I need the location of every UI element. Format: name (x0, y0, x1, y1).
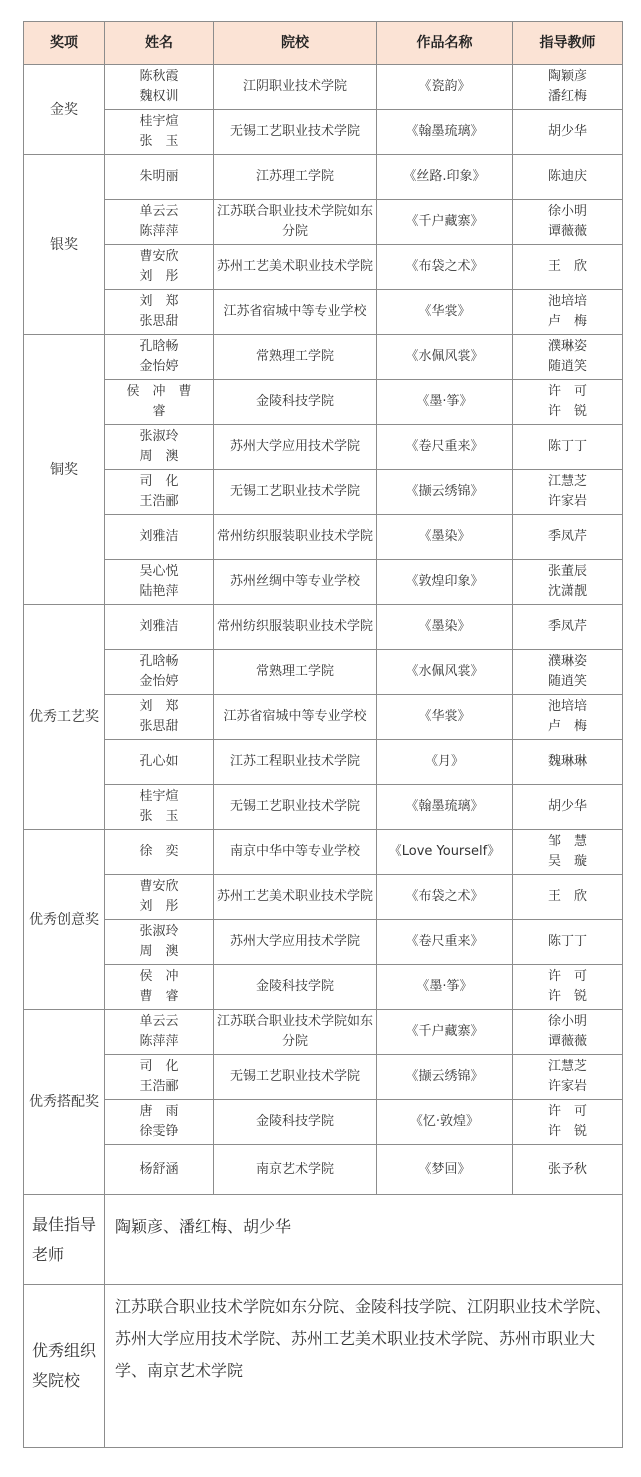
school-cell: 江苏省宿城中等专业学校 (214, 695, 377, 740)
table-row (24, 245, 623, 290)
names-cell-line: 陈秋霞 (139, 69, 179, 84)
work-cell: 《忆·敦煌》 (377, 1100, 513, 1145)
best-org-value: 江苏联合职业技术学院如东分院、金陵科技学院、江阴职业技术学院、苏州大学应用技术学院、苏州工艺美术职业技术学院、苏州市职业大学、南京艺术学院 (105, 1285, 623, 1448)
award-cell: 银奖 (24, 155, 105, 335)
teacher-cell-line: 许 锐 (547, 989, 587, 1004)
names-cell-line: 桂宇煊 (139, 114, 179, 129)
teacher-cell-line: 许 锐 (547, 404, 587, 419)
names-cell (105, 605, 214, 650)
school-cell: 南京中华中等专业学校 (214, 830, 377, 875)
award-cell: 优秀工艺奖 (24, 605, 105, 830)
work-cell: 《布袋之术》 (377, 875, 513, 920)
school-cell: 金陵科技学院 (214, 380, 377, 425)
work-cell: 《墨·筝》 (377, 380, 513, 425)
names-cell (105, 650, 214, 695)
teacher-cell-line: 陈丁丁 (547, 439, 587, 454)
teacher-cell (513, 740, 623, 785)
teacher-cell (513, 470, 623, 515)
teacher-cell-line: 许 可 (547, 969, 587, 984)
table-row (24, 560, 623, 605)
names-cell (105, 1010, 214, 1055)
teacher-cell (513, 605, 623, 650)
work-cell: 《卷尺重来》 (377, 920, 513, 965)
award-cell: 金奖 (24, 65, 105, 155)
award-cell: 优秀搭配奖 (24, 1010, 105, 1195)
teacher-cell-line: 陈丁丁 (547, 934, 587, 949)
table-row (24, 650, 623, 695)
teacher-cell-line: 许 可 (547, 384, 587, 399)
best-teacher-value: 陶颖彦、潘红梅、胡少华 (105, 1195, 623, 1285)
work-cell: 《撷云绣锦》 (377, 1055, 513, 1100)
school-cell: 无锡工艺职业技术学院 (214, 110, 377, 155)
table-row (24, 830, 623, 875)
names-cell-line: 周 澳 (139, 449, 179, 464)
work-cell: 《梦回》 (377, 1145, 513, 1195)
school-cell: 金陵科技学院 (214, 1100, 377, 1145)
names-cell-line: 侯 冲 (139, 969, 179, 984)
names-cell-line: 刘 彤 (139, 269, 179, 284)
names-cell-line: 唐 雨 (139, 1104, 179, 1119)
names-cell (105, 875, 214, 920)
work-cell: 《墨·筝》 (377, 965, 513, 1010)
school-cell: 金陵科技学院 (214, 965, 377, 1010)
table-row (24, 695, 623, 740)
teacher-cell-line: 王 欣 (547, 259, 587, 274)
names-cell-line: 杨舒涵 (139, 1161, 179, 1177)
names-cell-line: 徐 奕 (139, 844, 179, 859)
table-row (24, 965, 623, 1010)
teacher-cell (513, 155, 623, 200)
names-cell-line: 刘 郑 (139, 294, 179, 309)
header-work: 作品名称 (377, 22, 513, 65)
names-cell-line: 朱明丽 (139, 169, 179, 184)
names-cell (105, 965, 214, 1010)
work-cell: 《墨染》 (377, 515, 513, 560)
teacher-cell-line: 随逍笑 (547, 674, 587, 689)
table-row (24, 200, 623, 245)
teacher-cell (513, 785, 623, 830)
teacher-cell-line: 陈迪庆 (547, 169, 587, 184)
names-cell (105, 470, 214, 515)
school-cell: 苏州大学应用技术学院 (214, 920, 377, 965)
teacher-cell (513, 335, 623, 380)
names-cell (105, 425, 214, 470)
work-cell: 《瓷韵》 (377, 65, 513, 110)
school-cell: 苏州工艺美术职业技术学院 (214, 245, 377, 290)
teacher-cell (513, 830, 623, 875)
work-cell: 《布袋之术》 (377, 245, 513, 290)
names-cell-line: 曹安欣 (139, 249, 179, 264)
names-cell (105, 1055, 214, 1100)
work-cell: 《墨染》 (377, 605, 513, 650)
school-cell: 常熟理工学院 (214, 650, 377, 695)
work-cell: 《翰墨琉璃》 (377, 785, 513, 830)
names-cell (105, 335, 214, 380)
names-cell-line: 单云云 (139, 1014, 179, 1029)
teacher-cell-line: 张予秋 (547, 1161, 587, 1177)
table-row (24, 1055, 623, 1100)
school-cell: 无锡工艺职业技术学院 (214, 785, 377, 830)
teacher-cell (513, 65, 623, 110)
table-row (24, 515, 623, 560)
work-cell: 《华裳》 (377, 290, 513, 335)
names-cell-line: 魏权训 (139, 89, 179, 104)
work-cell: 《千户藏寨》 (377, 1010, 513, 1055)
work-cell: 《敦煌印象》 (377, 560, 513, 605)
teacher-cell-line: 沈潇靓 (547, 584, 587, 599)
table-row (24, 605, 623, 650)
best-org-row (24, 1285, 623, 1448)
teacher-cell-line: 魏琳琳 (547, 754, 587, 769)
school-cell: 江苏联合职业技术学院如东分院 (214, 1010, 377, 1055)
school-cell: 无锡工艺职业技术学院 (214, 1055, 377, 1100)
teacher-cell (513, 1055, 623, 1100)
names-cell-line: 王浩郦 (139, 494, 179, 509)
header-row (24, 22, 623, 65)
table-row (24, 740, 623, 785)
school-cell: 苏州丝绸中等专业学校 (214, 560, 377, 605)
names-cell (105, 290, 214, 335)
best-teacher-row (24, 1195, 623, 1285)
teacher-cell (513, 560, 623, 605)
table-row (24, 380, 623, 425)
summary-body (24, 1195, 623, 1448)
work-cell: 《水佩风裳》 (377, 335, 513, 380)
table-row (24, 1145, 623, 1195)
names-cell-line: 睿 (152, 404, 166, 419)
names-cell (105, 200, 214, 245)
names-cell (105, 740, 214, 785)
school-cell: 常州纺织服装职业技术学院 (214, 515, 377, 560)
names-cell-line: 王浩郦 (139, 1079, 179, 1094)
teacher-cell-line: 吴 璇 (547, 854, 587, 869)
table-row (24, 470, 623, 515)
school-cell: 无锡工艺职业技术学院 (214, 470, 377, 515)
names-cell (105, 785, 214, 830)
teacher-cell-line: 潘红梅 (547, 89, 587, 104)
names-cell (105, 155, 214, 200)
names-cell-line: 张思甜 (139, 314, 179, 329)
names-cell (105, 245, 214, 290)
teacher-cell (513, 245, 623, 290)
names-cell-line: 张思甜 (139, 719, 179, 734)
teacher-cell-line: 胡少华 (547, 124, 587, 139)
teacher-cell-line: 邹 慧 (547, 834, 587, 849)
school-cell: 苏州工艺美术职业技术学院 (214, 875, 377, 920)
names-cell-line: 孔晗畅 (139, 339, 179, 354)
header-school: 院校 (214, 22, 377, 65)
names-cell (105, 695, 214, 740)
names-cell-line: 桂宇煊 (139, 789, 179, 804)
names-cell-line: 单云云 (139, 204, 179, 219)
table-row (24, 155, 623, 200)
teacher-cell-line: 江慧芝 (547, 474, 587, 489)
names-cell-line: 金怡婷 (139, 674, 179, 689)
table-row (24, 335, 623, 380)
names-cell (105, 560, 214, 605)
names-cell-line: 侯 冲 曹 (126, 384, 192, 399)
teacher-cell-line: 池培培 (547, 699, 587, 714)
names-cell-line: 曹安欣 (139, 879, 179, 894)
teacher-cell-line: 卢 梅 (547, 314, 587, 329)
teacher-cell-line: 谭薇薇 (547, 224, 587, 239)
teacher-cell (513, 110, 623, 155)
work-cell: 《卷尺重来》 (377, 425, 513, 470)
names-cell-line: 孔心如 (139, 754, 179, 769)
table-row (24, 1010, 623, 1055)
school-cell: 常州纺织服装职业技术学院 (214, 605, 377, 650)
work-cell: 《撷云绣锦》 (377, 470, 513, 515)
work-cell: 《水佩风裳》 (377, 650, 513, 695)
names-cell-line: 徐雯铮 (139, 1124, 179, 1139)
school-cell: 苏州大学应用技术学院 (214, 425, 377, 470)
work-cell: 《千户藏寨》 (377, 200, 513, 245)
teacher-cell (513, 1100, 623, 1145)
best-org-label: 优秀组织奖院校 (24, 1285, 105, 1448)
teacher-cell (513, 875, 623, 920)
names-cell (105, 110, 214, 155)
header-teacher: 指导教师 (513, 22, 623, 65)
awards-body (24, 65, 623, 1195)
teacher-cell (513, 1145, 623, 1195)
names-cell (105, 380, 214, 425)
names-cell-line: 陆艳萍 (139, 584, 179, 599)
teacher-cell (513, 650, 623, 695)
table-row (24, 920, 623, 965)
teacher-cell (513, 965, 623, 1010)
table-row (24, 875, 623, 920)
teacher-cell (513, 290, 623, 335)
table-row (24, 65, 623, 110)
work-cell: 《翰墨琉璃》 (377, 110, 513, 155)
teacher-cell-line: 池培培 (547, 294, 587, 309)
school-cell: 江苏工程职业技术学院 (214, 740, 377, 785)
teacher-cell-line: 胡少华 (547, 799, 587, 814)
award-cell: 铜奖 (24, 335, 105, 605)
names-cell (105, 515, 214, 560)
header-award: 奖项 (24, 22, 105, 65)
names-cell-line: 孔晗畅 (139, 654, 179, 669)
school-cell: 江苏联合职业技术学院如东分院 (214, 200, 377, 245)
names-cell-line: 司 化 (139, 474, 179, 489)
names-cell-line: 曹 睿 (139, 989, 179, 1004)
names-cell (105, 1145, 214, 1195)
teacher-cell-line: 谭薇薇 (547, 1034, 587, 1049)
teacher-cell (513, 695, 623, 740)
work-cell: 《Love Yourself》 (377, 830, 513, 875)
teacher-cell-line: 许 可 (547, 1104, 587, 1119)
names-cell-line: 金怡婷 (139, 359, 179, 374)
teacher-cell (513, 515, 623, 560)
names-cell-line: 张淑玲 (139, 429, 179, 444)
teacher-cell-line: 卢 梅 (547, 719, 587, 734)
teacher-cell-line: 徐小明 (547, 204, 587, 219)
work-cell: 《华裳》 (377, 695, 513, 740)
names-cell (105, 830, 214, 875)
best-teacher-label: 最佳指导老师 (24, 1195, 105, 1285)
teacher-cell-line: 随逍笑 (547, 359, 587, 374)
school-cell: 常熟理工学院 (214, 335, 377, 380)
table-row (24, 785, 623, 830)
teacher-cell-line: 陶颖彦 (547, 69, 587, 84)
names-cell-line: 刘雅洁 (139, 529, 179, 544)
table-row (24, 110, 623, 155)
teacher-cell (513, 920, 623, 965)
names-cell (105, 65, 214, 110)
names-cell-line: 周 澳 (139, 944, 179, 959)
teacher-cell-line: 张董辰 (547, 564, 587, 579)
table-row (24, 425, 623, 470)
table-row (24, 1100, 623, 1145)
teacher-cell-line: 濮琳姿 (547, 654, 587, 669)
teacher-cell-line: 江慧芝 (547, 1059, 587, 1074)
teacher-cell (513, 425, 623, 470)
school-cell: 江阴职业技术学院 (214, 65, 377, 110)
table-row (24, 290, 623, 335)
names-cell-line: 司 化 (139, 1059, 179, 1074)
header-names: 姓名 (105, 22, 214, 65)
school-cell: 江苏省宿城中等专业学校 (214, 290, 377, 335)
awards-table (23, 21, 623, 1448)
teacher-cell-line: 许家岩 (547, 494, 587, 509)
teacher-cell (513, 380, 623, 425)
teacher-cell-line: 许家岩 (547, 1079, 587, 1094)
teacher-cell-line: 季凤芹 (547, 529, 587, 544)
award-cell: 优秀创意奖 (24, 830, 105, 1010)
names-cell-line: 刘 彤 (139, 899, 179, 914)
names-cell-line: 张 玉 (139, 134, 179, 149)
names-cell-line: 陈萍萍 (139, 224, 179, 239)
teacher-cell-line: 季凤芹 (547, 619, 587, 634)
work-cell: 《月》 (377, 740, 513, 785)
teacher-cell (513, 1010, 623, 1055)
work-cell: 《丝路.印象》 (377, 155, 513, 200)
names-cell (105, 1100, 214, 1145)
names-cell-line: 张 玉 (139, 809, 179, 824)
teacher-cell (513, 200, 623, 245)
names-cell (105, 920, 214, 965)
teacher-cell-line: 濮琳姿 (547, 339, 587, 354)
names-cell-line: 吴心悦 (139, 564, 179, 579)
teacher-cell-line: 许 锐 (547, 1124, 587, 1139)
school-cell: 南京艺术学院 (214, 1145, 377, 1195)
school-cell: 江苏理工学院 (214, 155, 377, 200)
names-cell-line: 刘雅洁 (139, 619, 179, 634)
awards-table-wrapper (23, 21, 622, 1448)
names-cell-line: 张淑玲 (139, 924, 179, 939)
names-cell-line: 刘 郑 (139, 699, 179, 714)
names-cell-line: 陈萍萍 (139, 1034, 179, 1049)
teacher-cell-line: 徐小明 (547, 1014, 587, 1029)
teacher-cell-line: 王 欣 (547, 889, 587, 904)
